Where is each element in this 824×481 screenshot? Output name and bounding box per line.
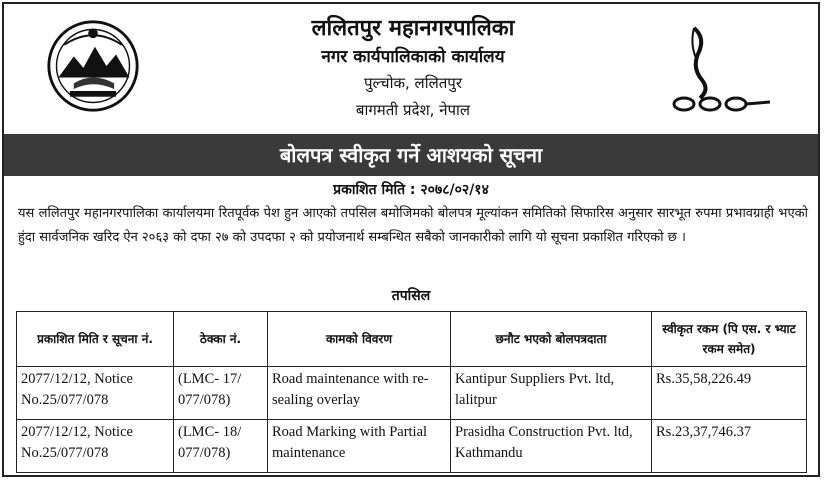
col-header-bidder: छनौट भएको बोलपत्रदाता — [451, 312, 652, 367]
cell-date-notice: 2077/12/12, Notice No.25/077/078 — [17, 420, 174, 473]
table-header-row — [17, 312, 807, 367]
col-header-contract-no: ठेक्का नं. — [174, 312, 268, 367]
province-name: बागमती प्रदेश, नेपाल — [355, 101, 471, 119]
details-heading: तपसिल — [391, 288, 431, 304]
cell-description: Road maintenance with re-sealing overlay — [268, 367, 451, 420]
cell-bidder: Kantipur Suppliers Pvt. ltd, lalitpur — [451, 367, 652, 420]
cell-amount: Rs.35,58,226.49 — [652, 367, 807, 420]
cell-contract-no: (LMC- 17/ 077/078) — [174, 367, 268, 420]
cell-description: Road Marking with Partial maintenance — [268, 420, 451, 473]
table-row — [17, 367, 807, 420]
lalitpur-logo-icon — [664, 24, 774, 120]
notice-header — [4, 4, 822, 132]
award-table — [16, 311, 807, 473]
cell-bidder: Prasidha Construction Pvt. ltd, Kathmandu — [451, 420, 652, 473]
cell-contract-no: (LMC- 18/ 077/078) — [174, 420, 268, 473]
office-name: नगर कार्यपालिकाको कार्यालय — [321, 47, 505, 67]
col-header-date-notice: प्रकाशित मिति र सूचना नं. — [17, 312, 174, 367]
published-date: प्रकाशित मिति : २०७८/०२/१४ — [333, 182, 489, 198]
notice-frame — [2, 2, 820, 477]
table-row — [17, 420, 807, 473]
col-header-amount: स्वीकृत रकम (पि एस. र भ्याट रकम समेत) — [652, 312, 807, 367]
office-location: पुल्चोक, ललितपुर — [364, 74, 462, 92]
col-header-description: कामको विवरण — [268, 312, 451, 367]
cell-date-notice: 2077/12/12, Notice No.25/077/078 — [17, 367, 174, 420]
notice-body: यस ललितपुर महानगरपालिका कार्यालयमा रितपूर्वक पेश हुन आएको तपसिल बमोजिमको बोलपत्र मूल्यांकन समितिको सिफारिस अनुसार सारभूत रुपमा प्रभावग्राही भएको हुंदा सार्वजनिक खरिद ऐन २०६३ को दफा २७ को उपदफा २ को प्रयोजनार्थ सम्बन्धित सबैको जानकारीको लागि यो सूचना प्रकाशित गरिएको छ । — [18, 206, 808, 245]
notice-title-banner: बोलपत्र स्वीकृत गर्ने आशयको सूचना — [4, 134, 818, 176]
cell-amount: Rs.23,37,746.37 — [652, 420, 807, 473]
municipality-name: ललितपुर महानगरपालिका — [311, 16, 515, 41]
